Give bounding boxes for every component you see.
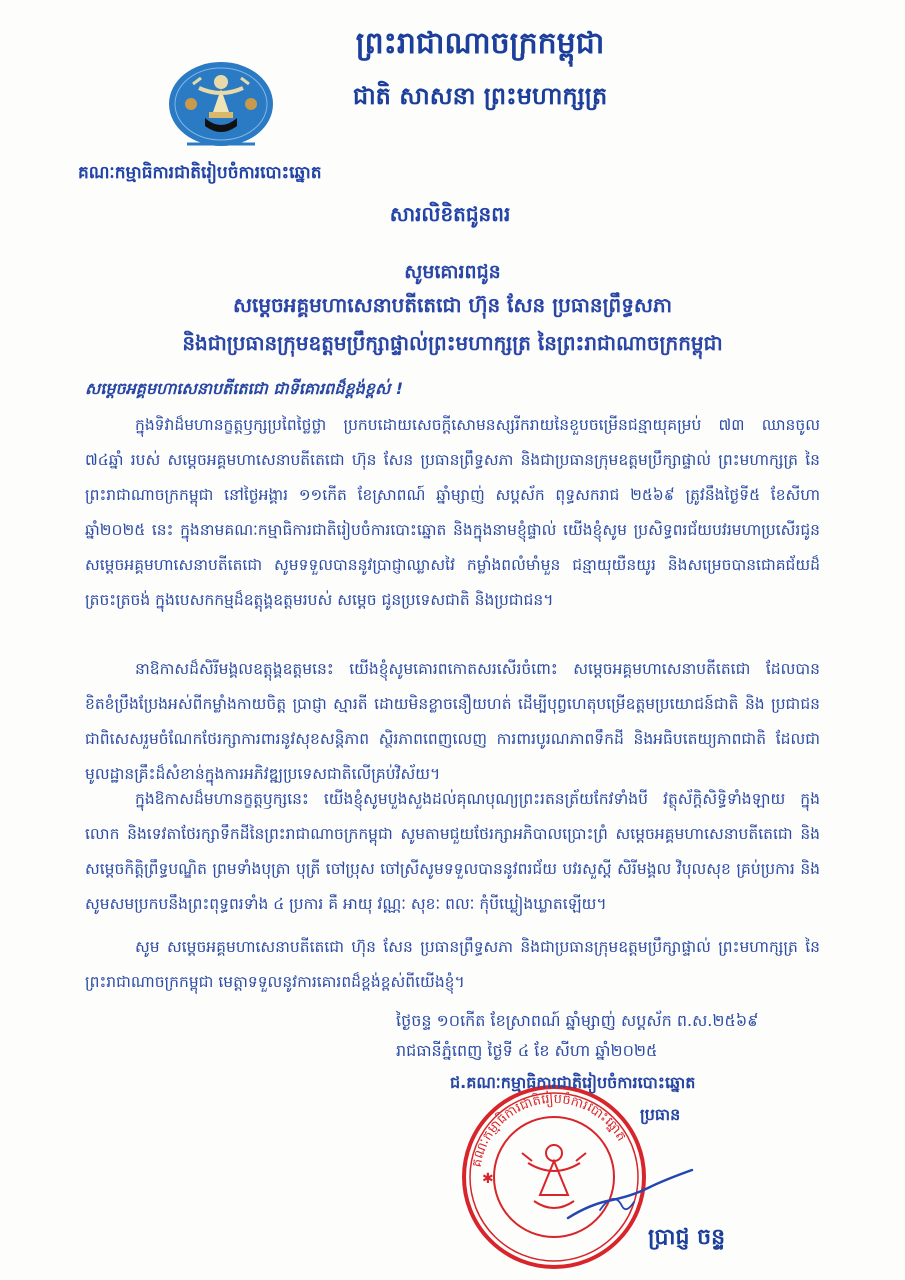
body-paragraph-3: ក្នុងឱកាសដ៏មហានក្ខត្តឫក្សនេះ យើងខ្ញុំសូមបួងសួងដល់គុណបុណ្យព្រះរតនត្រ័យកែវទាំងបី វត្ថុស័ក្តិសិទ្ធិទាំងឡាយ ក្នុងលោក និងទេវតាថែរក្សាទឹកដីនៃព្រះរាជាណាចក្រកម្ពុជា សូមតាមជួយថែរក្សាអភិបាលប្រោះព្រំ សម្តេចអគ្គមហាសេនាបតីតេជោ និង សម្តេចកិត្តិព្រឹទ្ធបណ្ឌិត ព្រមទាំងបុត្រា បុត្រី ចៅប្រុស ចៅស្រីសូមទទួលបាននូវពរជ័យ បវរសួស្តី សិរីមង្គល វិបុលសុខ គ្រប់ប្រការ និងសូមសមប្រកបនឹងព្រះពុទ្ធពរទាំង ៤ ប្រការ គឺ អាយុ វណ្ណៈ សុខៈ ពលៈ កុំបីឃ្លៀងឃ្លាតឡើយ។	[85, 790, 820, 913]
addressee-line-3: និងជាប្រធានក្រុមឧត្តមប្រឹក្សាផ្ទាល់ព្រះមហាក្សត្រ នៃព្រះរាជាណាចក្រកម្ពុជា	[182, 331, 723, 355]
solar-date: រាជធានីភ្នំពេញ ថ្ងៃទី ៤ ខែ សីហា ឆ្នាំ២០២៥	[396, 1041, 658, 1060]
svg-text:✱: ✱	[482, 1171, 494, 1187]
signer-title: ប្រធាន	[640, 1105, 681, 1124]
signer-organization: ជ.គណៈកម្មាធិការជាតិរៀបចំការបោះឆ្នោត	[450, 1073, 696, 1092]
nec-logo-icon	[165, 58, 277, 156]
body-paragraph-4: សូម សម្តេចអគ្គមហាសេនាបតីតេជោ ហ៊ុន សែន ប្រធានព្រឹទ្ធសភា និងជាប្រធានក្រុមឧត្តមប្រឹក្សាផ្ទាល់ ព្រះមហាក្សត្រ នៃព្រះរាជាណាចក្រកម្ពុជា មេត្តាទទួលនូវការគោរពដ៏ខ្ពង់ខ្ពស់ពីយើងខ្ញុំ។	[85, 938, 820, 991]
lunar-date: ថ្ងៃចន្ទ ១០កើត ខែស្រាពណ៍ ឆ្នាំម្សាញ់ សប្តស័ក ព.ស.២៥៦៩	[396, 1011, 759, 1030]
signer-name: ប្រាជ្ញ ចន្ទ	[648, 1225, 726, 1250]
national-motto: ជាតិ សាសនា ព្រះមហាក្សត្រ	[352, 81, 608, 110]
document-title: សារលិខិតជូនពរ	[389, 202, 511, 226]
seal-text: គណៈកម្មាធិការជាតិរៀបចំការបោះឆ្នោត	[469, 1091, 629, 1169]
body-paragraph-2: នាឱកាសដ៏សិរីមង្គលឧត្តុង្គឧត្តមនេះ យើងខ្ញុំសូមគោរពកោតសរសើរចំពោះ សម្តេចអគ្គមហាសេនាបតីតេជោ ដែលបាន ខិតខំប្រឹងប្រែងអស់ពីកម្លាំងកាយចិត្ត ប្រាជ្ញា ស្មារតី ដោយមិនខ្លាចនឿយហត់ ដើម្បីបុព្វហេតុបម្រើឧត្តមប្រយោជន៍ជាតិ និង ប្រជាជនជាពិសេសរួមចំណែកថែរក្សាការពារនូវសុខសន្តិភាព ស្ថិរភាពពេញលេញ ការពារបូរណភាពទឹកដី និងអធិបតេយ្យភាពជាតិ ដែលជាមូលដ្ឋានគ្រឹះដ៏សំខាន់ក្នុងការអភិវឌ្ឍប្រទេសជាតិលើគ្រប់វិស័យ។	[85, 660, 820, 783]
salutation: សម្តេចអគ្គមហាសេនាបតីតេជោ ជាទីគោរពដ៏ខ្ពង់ខ្ពស់ !	[85, 379, 404, 398]
addressee-line-2: សម្តេចអគ្គមហាសេនាបតីតេជោ ហ៊ុន សែន ប្រធានព្រឹទ្ធសភា	[232, 293, 673, 317]
body-paragraph-1: ក្នុងទិវាដ៏មហានក្ខត្តឫក្សប្រពៃថ្លៃថ្លា ប្រកបដោយសេចក្តីសោមនស្សរីករាយនៃខួបចម្រើនជន្មាយុគម្រប់ ៧៣ ឈានចូល ៧៤ឆ្នាំ របស់ សម្តេចអគ្គមហាសេនាបតីតេជោ ហ៊ុន សែន ប្រធានព្រឹទ្ធសភា និងជាប្រធានក្រុមឧត្តមប្រឹក្សាផ្ទាល់ ព្រះមហាក្សត្រ នៃព្រះរាជាណាចក្រកម្ពុជា នៅថ្ងៃអង្គារ ១១កើត ខែស្រាពណ៍ ឆ្នាំម្សាញ់ សប្តស័ក ពុទ្ធសករាជ ២៥៦៩ ត្រូវនឹងថ្ងៃទី៥ ខែសីហា ឆ្នាំ២០២៥ នេះ ក្នុងនាមគណៈកម្មាធិការជាតិរៀបចំការបោះឆ្នោត និងក្នុងនាមខ្ញុំផ្ទាល់ យើងខ្ញុំសូម ប្រសិទ្ធពរជ័យបវរមហាប្រសើរជូន សម្តេចអគ្គមហាសេនាបតីតេជោ សូមទទួលបាននូវប្រាជ្ញាឈ្លាសវៃ កម្លាំងពលំមាំមួន ជន្មាយុយឺនយូរ និងសម្រេចបានជោគជ័យដ៏ត្រចះត្រចង់ ក្នុងបេសកកម្មដ៏ឧត្តុង្គឧត្តមរបស់ សម្តេច ជូនប្រទេសជាតិ និងប្រជាជន។	[85, 416, 820, 609]
issuing-committee: គណៈកម្មាធិការជាតិរៀបចំការបោះឆ្នោត	[78, 163, 322, 183]
kingdom-heading: ព្រះរាជាណាចក្រកម្ពុជា	[355, 26, 605, 61]
handwritten-signature-icon	[560, 1160, 700, 1230]
addressee-line-1: សូមគោរពជូន	[404, 261, 501, 283]
